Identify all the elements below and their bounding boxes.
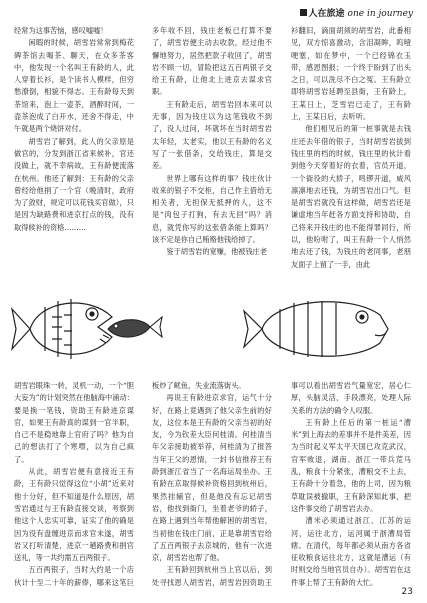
paragraph xyxy=(291,589,411,590)
left-fish-drawing xyxy=(12,299,112,359)
paragraph: 五百两银子，当时大约是一个店伙计十至二十年的薪俸，哪来这笔巨 xyxy=(14,565,134,587)
small-fish-drawing xyxy=(108,317,162,337)
page-number: 23 xyxy=(401,587,413,597)
paragraph: 事可以看出胡雪岩气量宽宏，居心仁厚，头脑灵活，手段漂亮，处理人际关系的方法的确令人叹服。 xyxy=(291,381,411,415)
paragraph: 胡雪岩了解到，此人的父亲原是做官的，分发到浙江省来候补，官还没做上，就不幸病故，王有龄便流落在杭州。他还了解到：王有龄的父亲曾经给他捐了一个官（晚清时，政府为了敛财，规定可以花钱买官做），只是因为缺路费和进京打点的钱，没有取得候补的资格……… xyxy=(14,136,134,232)
page-header xyxy=(300,6,413,19)
paragraph: 胡雪岩眼珠一转，灵机一动，一个“胆大妄为”的计划突然在他脑海中涌动：要是换一笔钱，资助王有龄进京谋官，如果王有龄真的谋到一官半职，自己不是稳地靠上官府了吗？他为自己的想法打了个寒噤，以为自己疯了。 xyxy=(14,381,134,464)
header-title-en: one in journey xyxy=(347,9,413,19)
paragraph: 再说王有龄进京求官，运气十分好，在路上竟遇到了他父亲生前的好友，这位本是王有龄的父亲当初的好友，今为钦差大臣何桂清。何桂清当年父亲接助被举荐，何桂清为了报答当年王父的恩情，一封书信推荐王有龄到浙江省当了一名海运局坐办。王有龄在京取得候补资格回到杭州后，果然挂辅官，但是他没有忘记胡雪岩，他找到衙门，坐着老爷的轿子，在路上遇到当年帮他解困的胡雪岩，当初他在钱庄门前，正是靠胡雪岩给了五百两银子去京城的，他有一次进京，胡雪岩也帮了他。 xyxy=(152,393,272,563)
paragraph: 板炒了鱿鱼，失业流落街头。 xyxy=(152,381,246,390)
text-column-5 xyxy=(152,380,272,590)
paragraph: 王有龄走后，胡雪岩回本来可以无事，因为钱庄以为这笔钱收不到了，没人过问，坏就坏在当时胡雪岩太年轻，太老实，他以王有龄的名义写了一张借条，交给钱庄，算是交差。 xyxy=(152,99,272,171)
paragraph: 他们相见后的第一桩事就是去钱庄还去年借的银子，当时胡雪岩拔到钱庄里的档的时候，钱庄里的伙计看到他今天穿着好的衣着，官员开道，一个衙役的大轿子，鸣锣开道，威风凛凛地去还钱，为胡雪岩出口气。但是胡雪岩就没有这样做，胡雪岩还是谦虚地当年赶各方面支持和协助，自己将来开钱庄的也不能得罪同行，所以，他吩咐了，叫王有龄一个人悄然地去还了钱，为钱庄的老同事，老朋友面子上留了一手，由此 xyxy=(291,124,411,269)
header-title-zh: 人在旅途 xyxy=(308,9,345,19)
paragraph: 衫翻旧，滴面胡须的胡雪岩，此番相见，双方惊喜激动，含泪凝眸，呜噎哽塞，如在梦中，一个已经锦衣玉带，感恩图报；一个终于盼到了出头之日，可以洗尽不白之冤。王有龄立即将胡雪岩延聘至县衙，王有龄上，王某日上，芝雪岩已走了，王有龄上，王某日后，去听听。 xyxy=(291,26,411,122)
paragraph: 漕米必须通过浙江、江苏的运河，运往北方，运河属于浙漕局管辖。在清代，每年都必须从南方各省征收粮食运往北方，这就是漕运（有时则交给当地官员自办）。胡雪岩在这件事上帮了王有龄的大忙。 xyxy=(291,516,411,587)
paragraph: 王有龄回到杭州当上官以后，到处寻找恩人胡雪岩，胡雪岩因资助王 xyxy=(152,565,272,587)
text-column-3 xyxy=(291,25,411,283)
paragraph: 世界上哪有这样的事？钱庄伙计收来的银子不交柜，自己作主借给无相关者，无担保无抵押的人，这不是“肉包子打狗，有去无回”吗？消息，就凭你写的这张借条能上算吗？该不定是你自己贿赂他钱给掉了。 xyxy=(152,173,272,245)
right-fish-drawing xyxy=(244,301,388,357)
paragraph: 从此，胡雪岩便有意接近王有龄，王有龄只觉得这位“小胡”近来对他十分好，但不知道是什么原因，胡雪岩通过与王有龄直接交谈，考察到他这个人忠实可靠，证实了他的确是因为没有盘缠进京而求官未遂，胡雪岩又打听清楚，进京一趟路费和捐官送礼，等一共约需五百两银子。 xyxy=(14,467,134,563)
text-column-2 xyxy=(152,25,272,283)
paragraph: 闲暇的时候，胡雪岩常常到梅花碑茶馆去喝茶、聊天，在众多茶客中，他发现一个名叫王有龄的人，此人穿着长衫，是个读书人模样，但穷愁潦倒，相貌不得志。王有龄每天到茶馆来，泡上一壶茶，酒醉时间，一壶茶泡成了白开水，还舍不得走，中午就是两个烧饼对付。 xyxy=(14,38,134,134)
text-column-6 xyxy=(291,380,411,590)
paragraph: 经常为这事苦恼，感叹嘘嘘！ xyxy=(14,26,108,35)
header-block-icon xyxy=(300,9,307,16)
fish-illustration xyxy=(0,287,427,373)
text-column-1 xyxy=(14,25,134,283)
paragraph: 鉴于胡雪岩的宽赚，他被钱庄老 xyxy=(166,247,268,257)
text-column-4 xyxy=(14,380,134,590)
paragraph: 多年收不回，钱庄老板已打算不要了，胡雪岩便主动去收款，经过他不懈地努力，居然把款子收回了，胡雪岩不顾一切，冒险把这五百两银子交给王有龄，让他北上进京去谋求官职。 xyxy=(152,26,272,97)
paragraph: 王有龄上任后的第一桩运“漕米”到上海去的差事并不是件美差，因为当时起义军太平天国已攻克武汉，官军败退，湖南、浙江一带兵荒马乱，粮食十分紧张，漕粮交不上去，王有龄十分着急，他的上司，因为粮草耽误被撤职，王有龄深知此事，把这件事交给了胡雪岩去办。 xyxy=(291,417,411,513)
